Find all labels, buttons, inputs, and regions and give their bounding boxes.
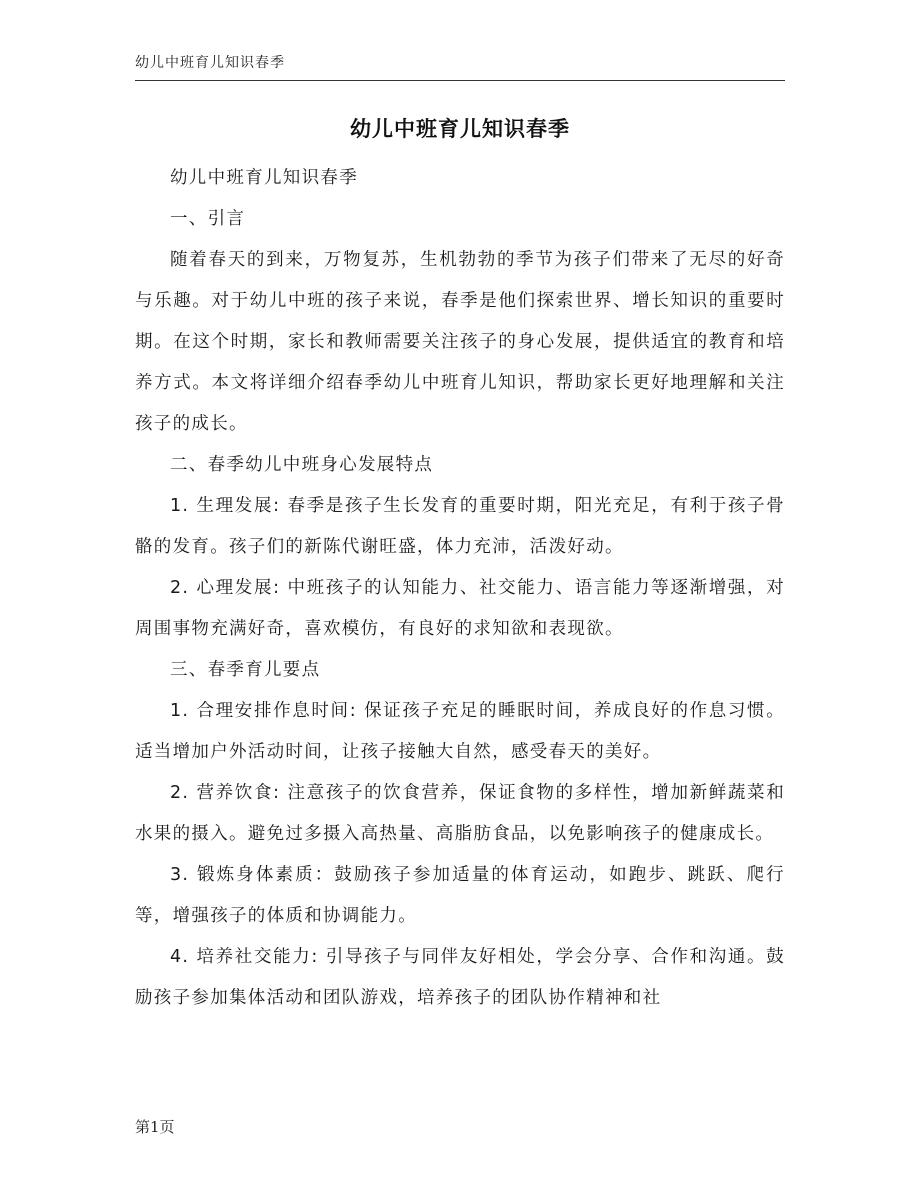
paragraph: 随着春天的到来，万物复苏，生机勃勃的季节为孩子们带来了无尽的好奇与乐趣。对于幼儿中班的孩子来说，春季是他们探索世界、增长知识的重要时期。在这个时期，家长和教师需要关注孩子的身心发展，提供适宜的教育和培养方式。本文将详细介绍春季幼儿中班育儿知识，帮助家长更好地理解和关注孩子的成长。	[135, 250, 785, 434]
document-title: 幼儿中班育儿知识春季	[350, 117, 570, 141]
section-heading: 一、引言	[170, 209, 246, 229]
paragraph: 2. 营养饮食: 注意孩子的饮食营养，保证食物的多样性，增加新鲜蔬菜和水果的摄入。避免过多摄入高热量、高脂肪食品，以免影响孩子的健康成长。	[135, 783, 785, 844]
paragraph: 1. 生理发展: 春季是孩子生长发育的重要时期，阳光充足，有利于孩子骨骼的发育。孩子们的新陈代谢旺盛，体力充沛，活泼好动。	[135, 496, 785, 557]
paragraph: 幼儿中班育儿知识春季	[170, 168, 358, 188]
paragraph: 4. 培养社交能力: 引导孩子与同伴友好相处，学会分享、合作和沟通。鼓励孩子参加集体活动和团队游戏，培养孩子的团队协作精神和社	[135, 947, 785, 1008]
document-body	[135, 158, 785, 1019]
paragraph: 1. 合理安排作息时间: 保证孩子充足的睡眠时间，养成良好的作息习惯。适当增加户外活动时间，让孩子接触大自然，感受春天的美好。	[135, 701, 785, 762]
header-divider	[135, 80, 785, 81]
page-number: 第1页	[135, 1118, 175, 1136]
running-header: 幼儿中班育儿知识春季	[135, 55, 285, 71]
section-heading: 三、春季育儿要点	[170, 660, 321, 680]
paragraph: 3. 锻炼身体素质：鼓励孩子参加适量的体育运动，如跑步、跳跃、爬行等，增强孩子的体质和协调能力。	[135, 865, 785, 926]
paragraph: 2. 心理发展: 中班孩子的认知能力、社交能力、语言能力等逐渐增强，对周围事物充满好奇，喜欢模仿，有良好的求知欲和表现欲。	[135, 578, 785, 639]
section-heading: 二、春季幼儿中班身心发展特点	[170, 455, 434, 475]
